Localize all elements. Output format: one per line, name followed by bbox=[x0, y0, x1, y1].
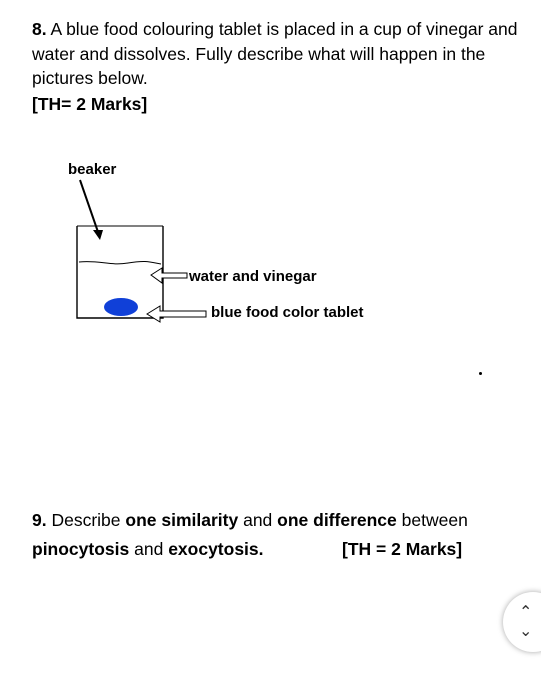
chevron-down-icon[interactable]: ⌄ bbox=[519, 621, 533, 640]
beaker-pointer-head bbox=[93, 230, 103, 240]
question-9-pinocytosis: pinocytosis bbox=[32, 539, 130, 559]
question-9-difference: one difference bbox=[277, 510, 397, 530]
beaker-pointer bbox=[80, 180, 98, 232]
beaker-label: beaker bbox=[68, 161, 117, 178]
tablet-arrow-icon bbox=[147, 306, 206, 322]
question-9-similarity: one similarity bbox=[125, 510, 239, 530]
question-9-text-2: and bbox=[238, 510, 278, 530]
question-8-marks: [TH= 2 Marks] bbox=[32, 93, 148, 114]
water-vinegar-label: water and vinegar bbox=[189, 268, 317, 285]
stray-dot bbox=[479, 372, 482, 375]
question-8-text: A blue food colouring tablet is placed in a cup of vinegar and water and dissolves. Fully describe what will happen in the pictures below. bbox=[32, 19, 518, 88]
question-9-exocytosis: exocytosis. bbox=[168, 539, 264, 559]
blue-tablet bbox=[104, 298, 138, 316]
question-9-marks: [TH = 2 Marks] bbox=[342, 539, 463, 559]
water-surface bbox=[79, 261, 161, 264]
water-arrow-icon bbox=[151, 268, 187, 283]
question-9 bbox=[32, 506, 512, 564]
question-9-number: 9. bbox=[32, 510, 47, 530]
question-8-number: 8. bbox=[32, 19, 47, 39]
chevron-up-icon[interactable]: ⌃ bbox=[519, 602, 533, 621]
question-9-text-1: Describe bbox=[46, 510, 126, 530]
tablet-label: blue food color tablet bbox=[211, 304, 364, 321]
question-9-text-4: and bbox=[129, 539, 169, 559]
question-9-text-3: between bbox=[396, 510, 468, 530]
